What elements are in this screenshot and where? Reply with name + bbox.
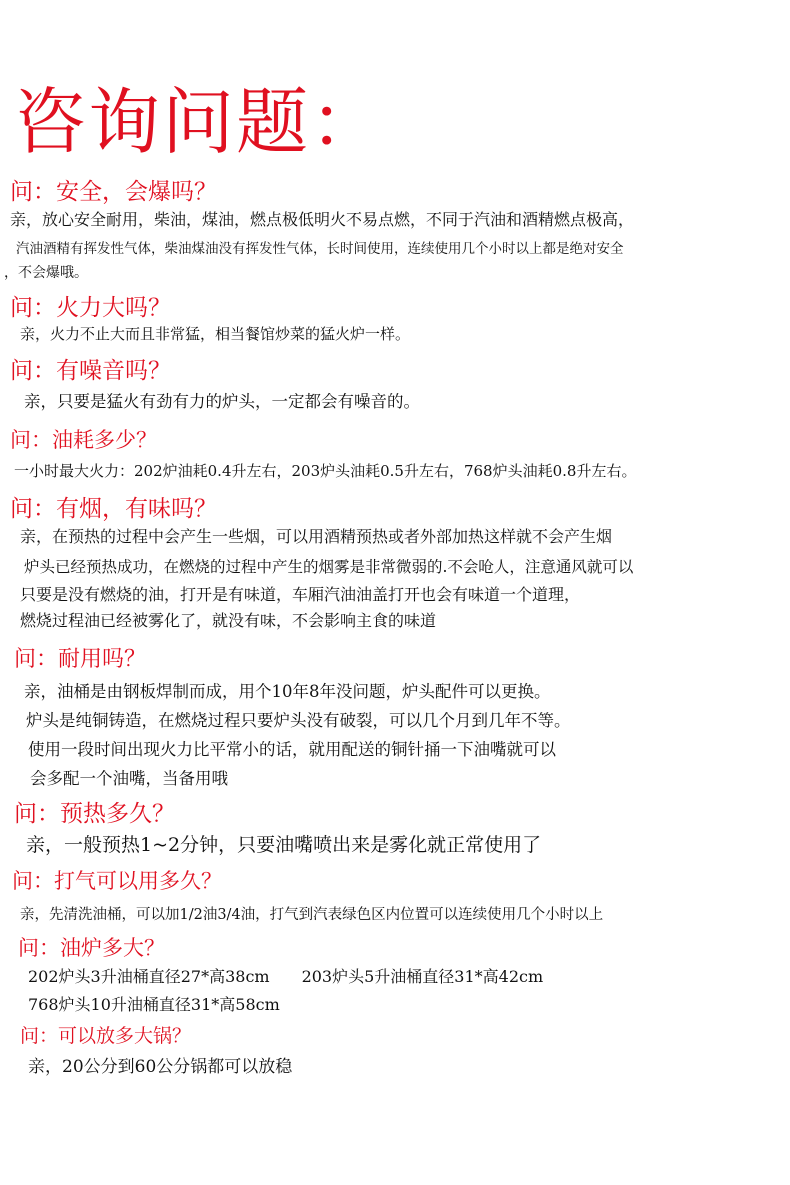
answer-line: 炉头是纯铜铸造，在燃烧过程只要炉头没有破裂，可以几个月到几年不等。 — [26, 711, 571, 730]
question-fuel: 问：油耗多少？ — [10, 428, 157, 452]
answer-line: 202炉头3升油桶直径27*高38cm 203炉头5升油桶直径31*高42cm — [28, 967, 544, 986]
answer-line: 768炉头10升油桶直径31*高58cm — [28, 995, 280, 1014]
answer-line: 一小时最大火力：202炉油耗0.4升左右，203炉头油耗0.5升左右，768炉头油耗0.8升左右。 — [14, 462, 637, 480]
question-durability: 问：耐用吗？ — [14, 647, 147, 672]
question-safety: 问：安全，会爆吗？ — [10, 179, 217, 205]
question-firepower: 问：火力大吗？ — [10, 295, 171, 321]
answer-line: 亲，只要是猛火有劲有力的炉头，一定都会有噪音的。 — [24, 392, 420, 411]
answer-line: 燃烧过程油已经被雾化了，就没有味，不会影响主食的味道 — [20, 611, 437, 630]
answer-line: ，不会爆哦。 — [4, 265, 88, 281]
page-title: 咨询问题： — [14, 80, 385, 164]
answer-line: 只要是没有燃烧的油，打开是有味道，车厢汽油油盖打开也会有味道一个道理， — [20, 585, 581, 604]
answer-line: 使用一段时间出现火力比平常小的话，就用配送的铜针捅一下油嘴就可以 — [28, 740, 556, 759]
answer-line: 炉头已经预热成功，在燃烧的过程中产生的烟雾是非常微弱的.不会呛人，注意通风就可以 — [24, 558, 634, 576]
answer-line: 亲，20公分到60公分锅都可以放稳 — [28, 1057, 293, 1077]
answer-line: 会多配一个油嘴，当备用哦 — [30, 769, 228, 788]
answer-line: 汽油酒精有挥发性气体，柴油煤油没有挥发性气体，长时间使用，连续使用几个小时以上都是绝对安全 — [16, 241, 624, 257]
question-size: 问：油炉多大？ — [18, 936, 165, 960]
question-noise: 问：有噪音吗？ — [10, 358, 171, 384]
answer-line: 亲，先清洗油桶，可以加1/2油3/4油，打气到汽表绿色区内位置可以连续使用几个小时以上 — [20, 907, 604, 923]
answer-line: 亲，一般预热1~2分钟，只要油嘴喷出来是雾化就正常使用了 — [26, 834, 542, 856]
question-pump: 问：打气可以用多久？ — [12, 869, 222, 893]
question-preheat: 问：预热多久？ — [14, 801, 175, 827]
answer-line: 亲，在预热的过程中会产生一些烟，可以用酒精预热或者外部加热这样就不会产生烟 — [20, 527, 613, 546]
answer-line: 亲，油桶是由钢板焊制而成，用个10年8年没问题，炉头配件可以更换。 — [24, 682, 551, 701]
question-smoke: 问：有烟，有味吗？ — [10, 496, 217, 522]
question-pot-size: 问：可以放多大锅？ — [20, 1025, 192, 1047]
answer-line: 亲，放心安全耐用，柴油，煤油，燃点极低明火不易点燃，不同于汽油和酒精燃点极高， — [10, 210, 635, 229]
answer-line: 亲，火力不止大而且非常猛，相当餐馆炒菜的猛火炉一样。 — [20, 325, 411, 343]
